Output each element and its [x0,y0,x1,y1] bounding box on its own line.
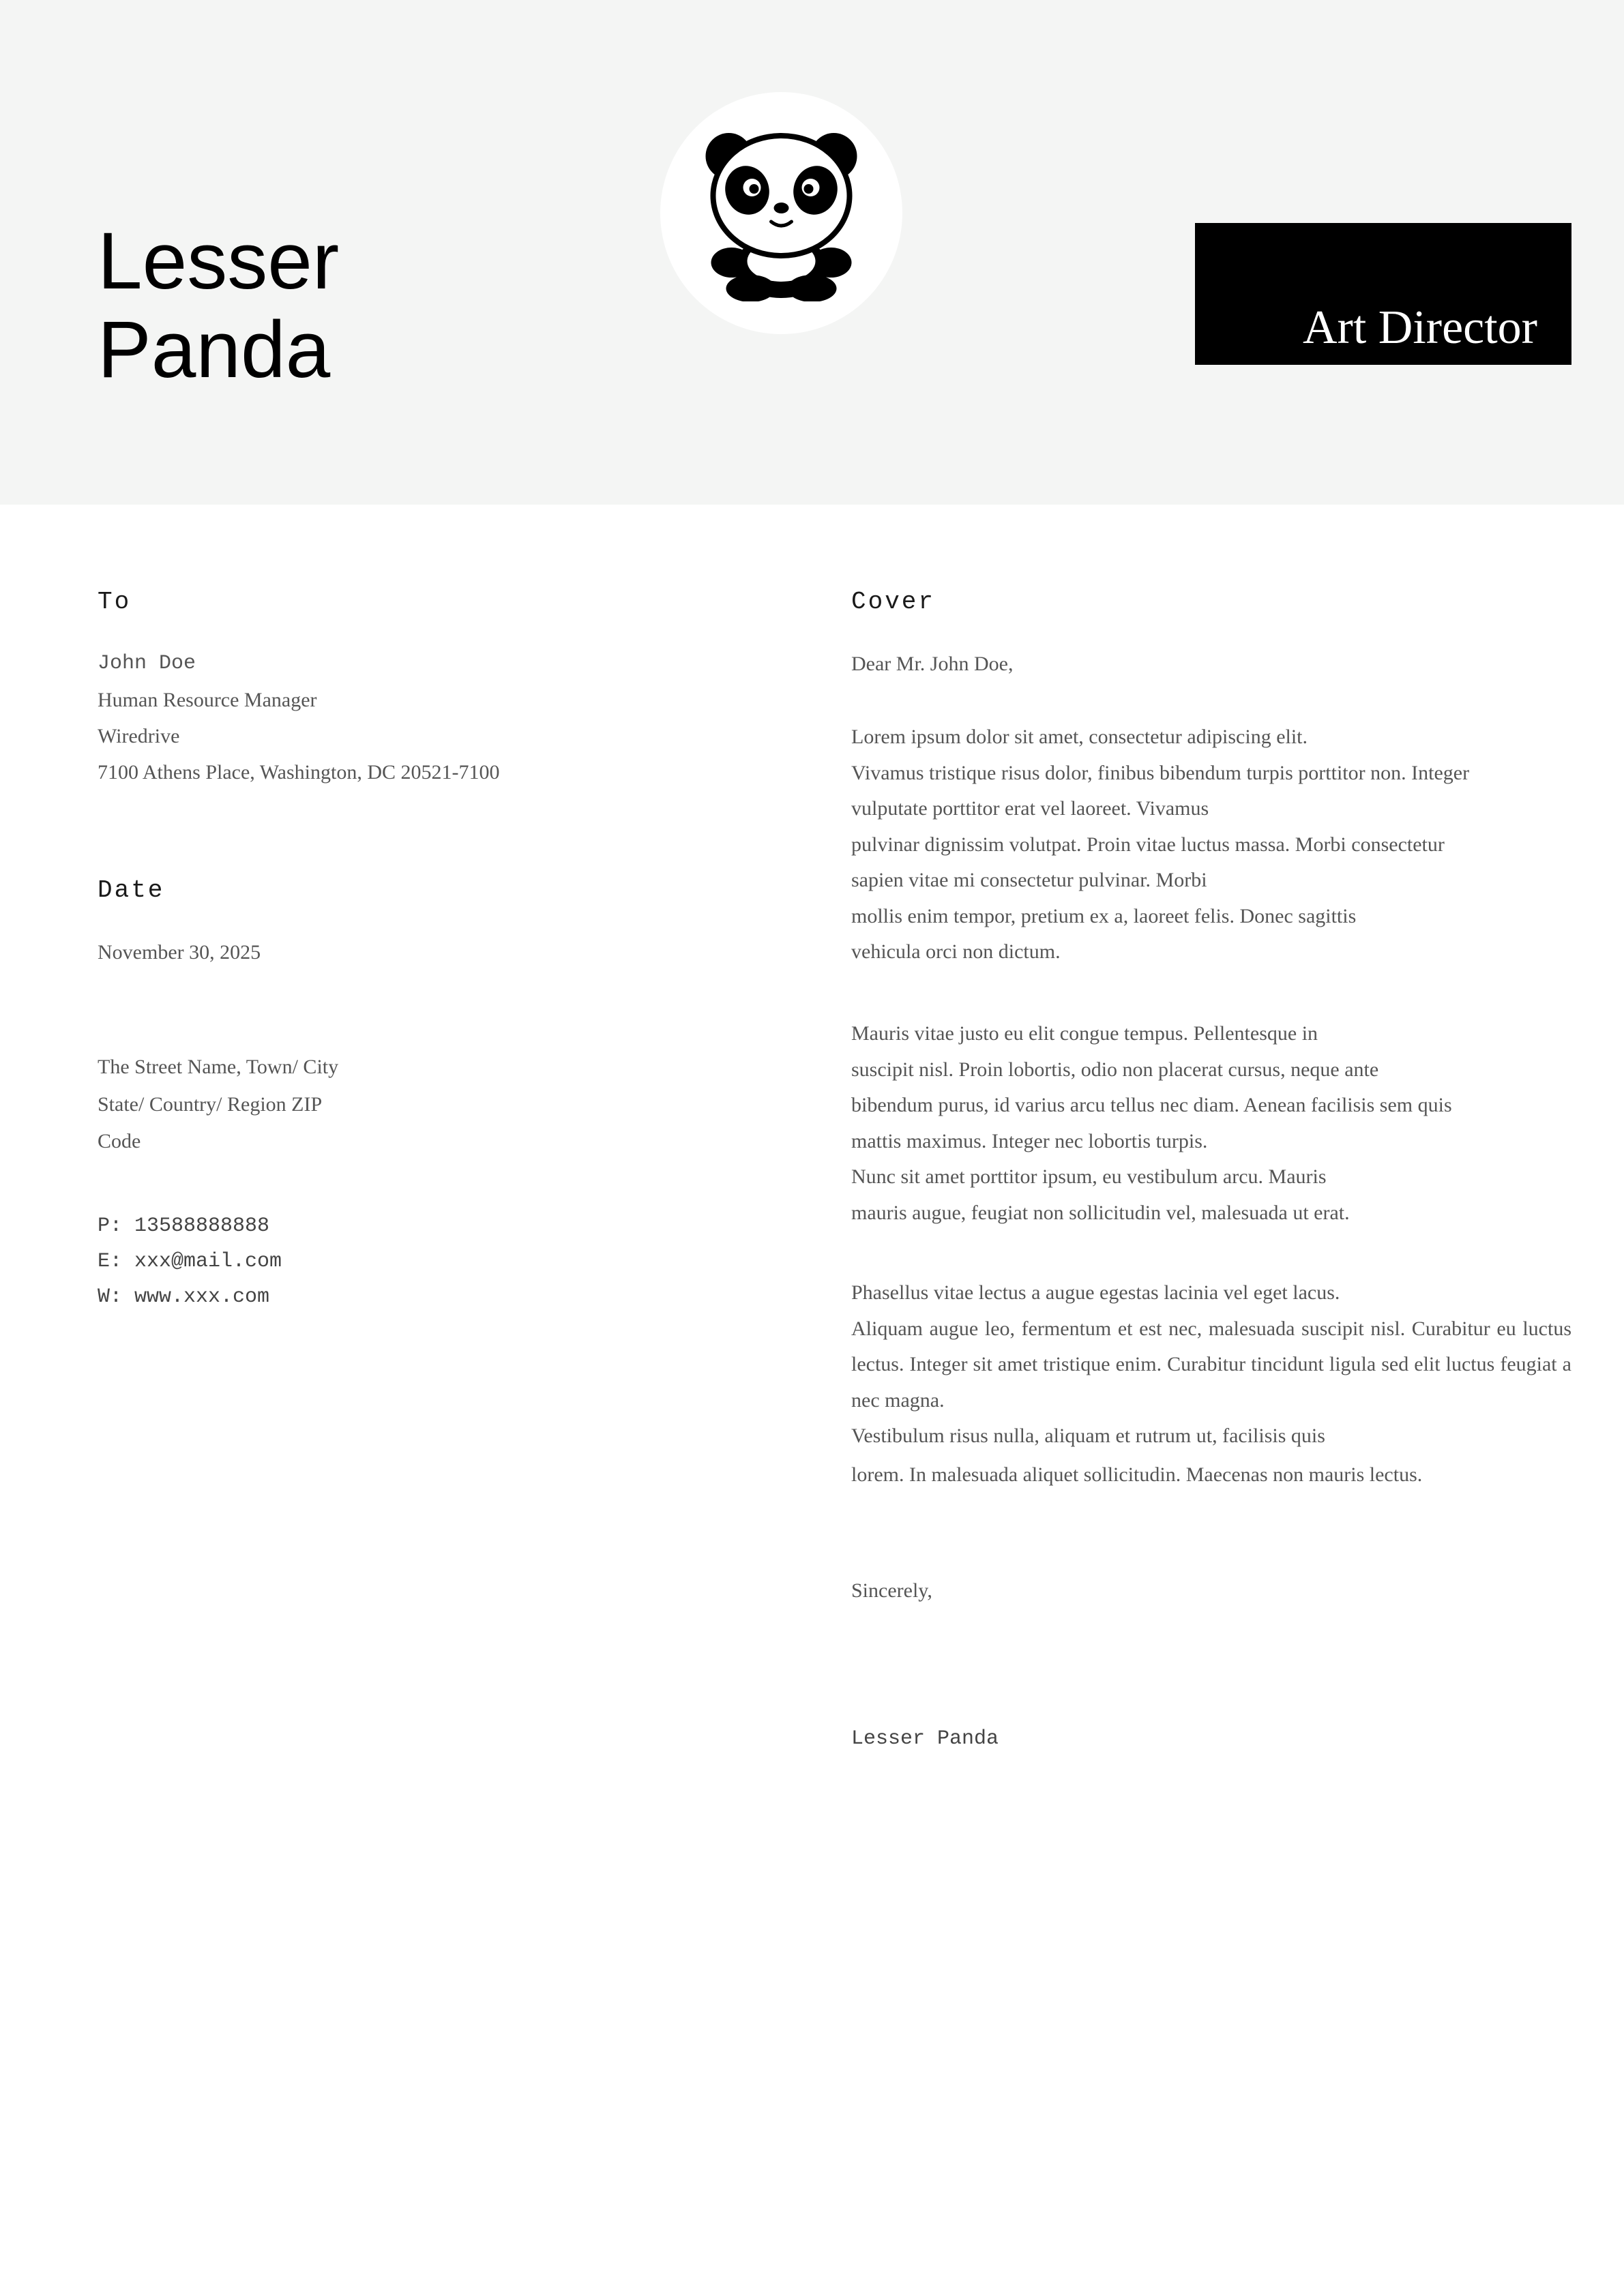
paragraph-line: suscipit nisl. Proin lobortis, odio non placerat cursus, neque ante [851,1058,1379,1081]
recipient-address: 7100 Athens Place, Washington, DC 20521-7100 [98,761,500,784]
paragraph-line: mattis maximus. Integer nec lobortis turpis. [851,1129,1208,1152]
sender-address [98,1049,338,1161]
signature: Lesser Panda [851,1727,999,1750]
recipient-title: Human Resource Manager [98,689,317,711]
applicant-name [98,217,339,394]
sender-address-line: The Street Name, Town/ City [98,1056,339,1078]
letter-date: November 30, 2025 [98,941,261,964]
paragraph-line: Lorem ipsum dolor sit amet, consectetur adipiscing elit. [851,726,1308,748]
paragraph-line: Vivamus tristique risus dolor, finibus bibendum turpis porttitor non. Integer [851,761,1470,784]
contact-email: E: xxx@mail.com [98,1250,282,1273]
date-heading: Date [98,876,165,904]
paragraph-line: vehicula orci non dictum. [851,940,1061,963]
paragraph-line: mauris augue, feugiat non sollicitudin vel, malesuada ut erat. [851,1201,1350,1224]
paragraph-line: Nunc sit amet porttitor ipsum, eu vestibulum arcu. Mauris [851,1165,1327,1188]
paragraph-2 [851,1016,1571,1231]
avatar [660,92,902,334]
role-title: Art Director [1302,301,1537,354]
to-heading: To [98,588,132,616]
paragraph-1 [851,719,1571,970]
contact-phone: P: 13588888888 [98,1214,270,1238]
paragraph-line: sapien vitae mi consectetur pulvinar. Morbi [851,869,1207,891]
sender-address-line: Code [98,1130,141,1152]
name-line-2: Panda [98,305,331,395]
paragraph-justified-text: Aliquam augue leo, fermentum et est nec, malesuada suscipit nisl. Curabitur eu luctus lectus. Integer sit amet tristique enim. Curabitur tincidunt ligula sed elit luctus feugiat a nec magna. [851,1317,1571,1412]
paragraph-line: bibendum purus, id varius arcu tellus nec diam. Aenean facilisis sem quis [851,1094,1452,1116]
recipient-company: Wiredrive [98,725,180,747]
paragraph-line: pulvinar dignissim volutpat. Proin vitae luctus massa. Morbi consectetur [851,833,1445,856]
paragraph-line: mollis enim tempor, pretium ex a, laoreet felis. Donec sagittis [851,904,1357,927]
paragraph-3 [851,1275,1571,1493]
paragraph-line: Phasellus vitae lectus a augue egestas lacinia vel eget lacus. [851,1281,1340,1304]
role-badge [1195,223,1571,365]
recipient-name: John Doe [98,652,196,675]
contact-website: W: www.xxx.com [98,1285,270,1309]
recipient-block [98,646,500,790]
paragraph-line: lorem. In malesuada aliquet sollicitudin. Maecenas non mauris lectus. [851,1463,1423,1486]
paragraph-line: Vestibulum risus nulla, aliquam et rutrum ut, facilisis quis [851,1425,1325,1447]
name-line-1: Lesser [98,216,340,306]
panda-icon [703,128,860,301]
contact-block [98,1208,282,1315]
cover-heading: Cover [851,588,936,616]
salutation: Dear Mr. John Doe, [851,653,1014,675]
paragraph-line: vulputate porttitor erat vel laoreet. Vivamus [851,797,1209,820]
sender-address-line: State/ Country/ Region ZIP [98,1092,323,1116]
paragraph-line: Mauris vitae justo eu elit congue tempus. Pellentesque in [851,1022,1318,1045]
header-band [0,0,1624,505]
closing: Sincerely, [851,1579,932,1602]
